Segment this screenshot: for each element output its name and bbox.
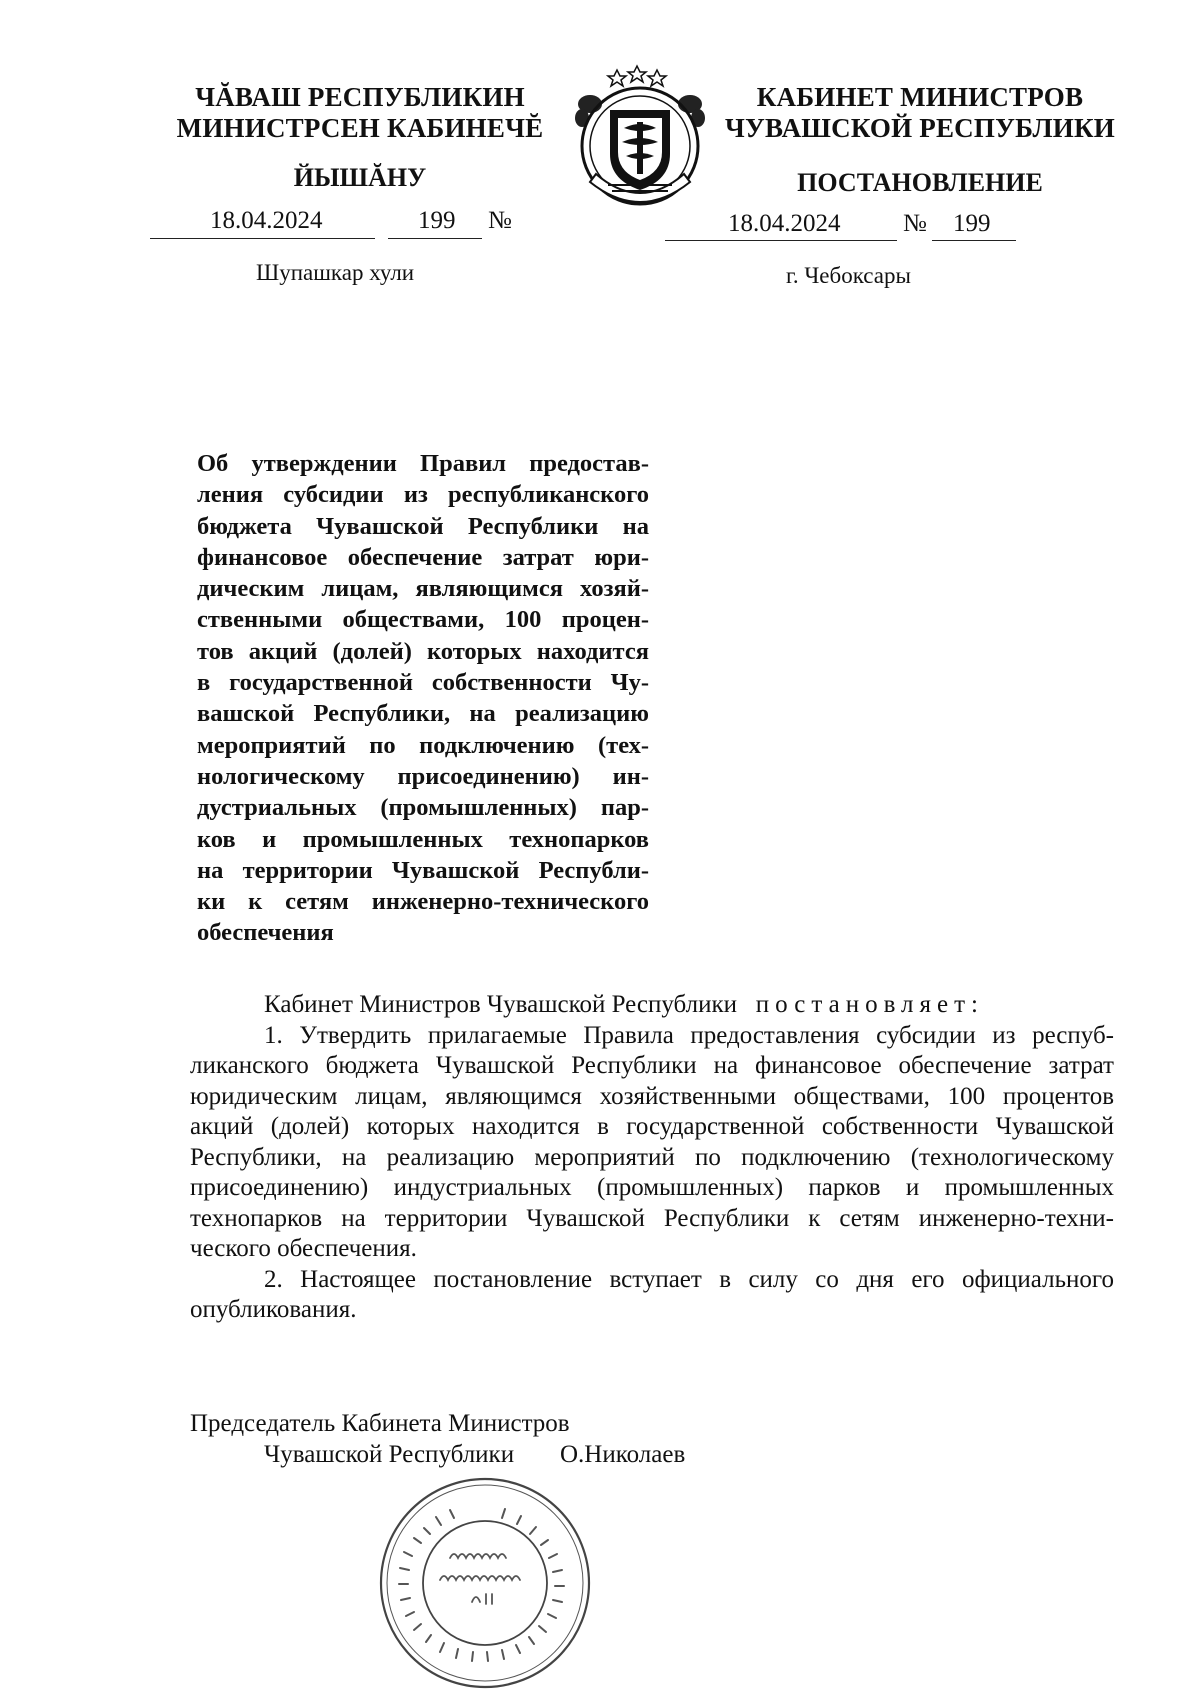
paragraph-1-line: присоединению) индустриальных (промышленных) парков и промышленных — [190, 1174, 1114, 1201]
header-left-title — [160, 82, 560, 144]
left-date: 18.04.2024 — [210, 207, 323, 234]
title-line: финансовое обеспечение затрат юри- — [197, 543, 649, 571]
doc-type-chuvash: ЙЫШĂНУ — [293, 163, 427, 192]
title-line: на территории Чувашской Республи- — [197, 856, 649, 884]
paragraph-1-line: Республики, на реализацию мероприятий по подключению (технологическому — [190, 1143, 1114, 1171]
header-left-line2: МИНИСТРСЕН КАБИНЕЧĔ — [176, 113, 544, 143]
right-date: 18.04.2024 — [728, 210, 841, 237]
right-number: 199 — [953, 210, 991, 237]
paragraph-2-line: опубликования. — [190, 1296, 357, 1323]
header-left-line1: ЧĂВАШ РЕСПУБЛИКИН — [195, 82, 525, 112]
signatory-name: О.Николаев — [560, 1441, 686, 1468]
title-line: ственными обществами, 100 процен- — [197, 606, 649, 634]
right-number-sign: № — [903, 210, 927, 237]
title-line: бюджета Чувашской Республики на — [197, 512, 649, 540]
doc-type-russian: ПОСТАНОВЛЕНИЕ — [797, 168, 1043, 197]
left-number: 199 — [418, 207, 456, 234]
document-body — [190, 990, 1114, 1326]
header-right-line1: КАБИНЕТ МИНИСТРОВ — [756, 82, 1084, 112]
title-line: ки к сетям инженерно-технического — [197, 888, 649, 916]
paragraph-1-line: технопарков на территории Чувашской Республики к сетям инженерно-техни- — [190, 1204, 1114, 1232]
coat-of-arms-emblem — [568, 62, 712, 210]
header-right-line2: ЧУВАШСКОЙ РЕСПУБЛИКИ — [725, 113, 1115, 143]
title-line: в государственной собственности Чу- — [197, 669, 649, 697]
title-line: нологическому присоединению) ин- — [197, 762, 649, 790]
paragraph-1-line: акций (долей) которых находится в государственной собственности Чувашской — [190, 1113, 1114, 1140]
signature-position-line2: Чувашской Республики — [264, 1441, 515, 1468]
city-russian: г. Чебоксары — [786, 263, 911, 288]
title-line: вашской Республики, на реализацию — [197, 700, 649, 728]
city-chuvash: Шупашкар хули — [256, 260, 415, 285]
paragraph-2-line: 2. Настоящее постановление вступает в силу со дня его официального — [264, 1265, 1114, 1293]
body-intro-prefix: Кабинет Министров Чувашской Республики — [264, 991, 738, 1018]
paragraph-1-line: ческого обеспечения. — [190, 1235, 417, 1262]
body-intro — [190, 990, 1114, 1021]
title-line: дустриальных (промышленных) пар- — [197, 794, 649, 822]
left-date-underline — [150, 238, 375, 239]
left-number-underline — [388, 238, 482, 239]
title-line: ления субсидии из республиканского — [197, 481, 649, 509]
title-line: дическим лицам, являющимся хозяй- — [197, 575, 649, 603]
left-number-sign: № — [488, 207, 512, 234]
title-line: Об утверждении Правил предостав- — [197, 450, 649, 477]
title-line: тов акций (долей) которых находится — [197, 637, 649, 665]
title-line: мероприятий по подключению (тех- — [197, 731, 649, 759]
paragraph-1-line: юридическим лицам, являющимся хозяйственными обществами, 100 процентов — [190, 1082, 1114, 1110]
paragraph-1-line: 1. Утвердить прилагаемые Правила предоставления субсидии из респуб- — [264, 1021, 1114, 1049]
right-number-underline — [932, 240, 1016, 241]
signature-position-line1: Председатель Кабинета Министров — [190, 1410, 570, 1437]
document-title — [197, 448, 649, 949]
paragraph-1-line: ликанского бюджета Чувашской Республики на финансовое обеспечение затрат — [190, 1052, 1114, 1079]
official-stamp — [374, 1472, 596, 1694]
body-intro-verb: постановляет: — [755, 991, 985, 1018]
right-date-underline — [665, 240, 897, 241]
header-right-title — [720, 82, 1120, 144]
title-line: обеспечения — [197, 919, 334, 947]
title-line: ков и промышленных технопарков — [197, 825, 649, 853]
